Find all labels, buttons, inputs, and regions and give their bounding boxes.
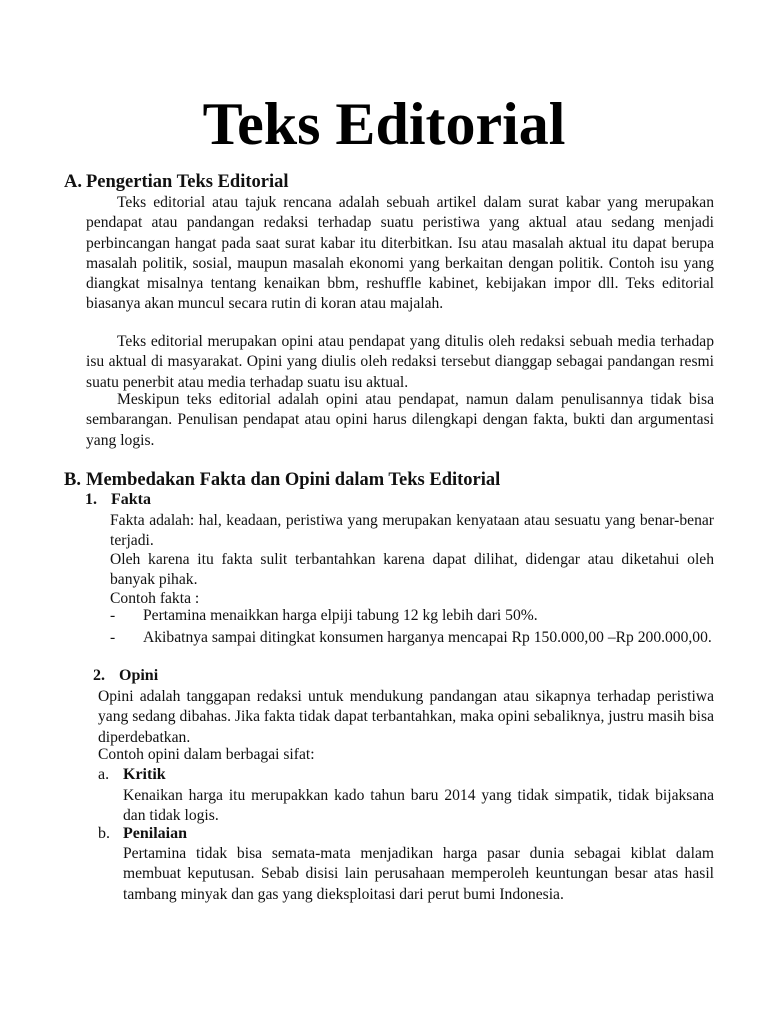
penilaian-text: Pertamina tidak bisa semata-mata menjadikan harga pasar dunia sebagai kiblat dalam membuat keputusan. Sebab disisi lain perusahaan memperoleh keuntungan besar atas hasil tambang minyak dan gas yang dieksploitasi dari perut bumi Indonesia.	[123, 845, 714, 903]
fakta-examples-intro: Contoh fakta :	[110, 590, 200, 607]
section-b-heading	[64, 469, 500, 491]
opini-label: Opini	[119, 667, 159, 684]
fakta-explanation: Oleh karena itu fakta sulit terbantahkan karena dapat dilihat, didengar atau diketahui oleh banyak pihak.	[110, 551, 714, 589]
fakta-definition: Fakta adalah: hal, keadaan, peristiwa yang merupakan kenyataan atau sesuatu yang benar-benar terjadi.	[110, 512, 714, 550]
section-a-paragraph-1: Teks editorial atau tajuk rencana adalah sebuah artikel dalam surat kabar yang merupakan pendapat atau pandangan redaksi terhadap suatu peristiwa yang aktual atau sedang menjadi perbincangan hangat pada saat surat kabar itu diterbitkan. Isu atau masalah aktual itu dapat berupa masalah politik, sosial, maupun masalah ekonomi yang berkaitan dengan politik. Contoh isu yang diangkat misalnya tentang kenaikan bbm, reshuffle kabinet, kebijakan impor dll. Teks editorial biasanya akan muncul secara rutin di koran atau majalah.	[86, 194, 714, 313]
fakta-example-2	[110, 628, 714, 648]
fakta-example-2-text: Akibatnya sampai ditingkat konsumen harganya mencapai Rp 150.000,00 –Rp 200.000,00.	[143, 629, 712, 646]
section-a-title: Pengertian Teks Editorial	[86, 172, 289, 192]
opini-heading	[93, 666, 158, 686]
section-a-paragraph-3: Meskipun teks editorial adalah opini atau pendapat, namun dalam penulisannya tidak bisa sembarangan. Penulisan pendapat atau opini harus dilengkapi dengan fakta, bukti dan argumentasi yang logis.	[86, 391, 714, 449]
fakta-number: 1.	[85, 491, 97, 508]
bullet-dash: -	[110, 607, 116, 624]
document-title: Teks Editorial	[202, 91, 566, 157]
section-a-heading	[64, 171, 289, 193]
fakta-heading	[85, 490, 151, 510]
penilaian-heading	[98, 824, 187, 844]
opini-number: 2.	[93, 667, 105, 684]
penilaian-letter: b.	[98, 825, 110, 842]
fakta-example-1	[110, 606, 714, 626]
penilaian-label: Penilaian	[123, 825, 188, 842]
kritik-label: Kritik	[123, 766, 166, 783]
kritik-text: Kenaikan harga itu merupakkan kado tahun baru 2014 yang tidak simpatik, tidak bijaksana dan tidak logis.	[123, 787, 714, 825]
opini-paragraph: Opini adalah tanggapan redaksi untuk mendukung pandangan atau sikapnya terhadap peristiwa yang sedang dibahas. Jika fakta tidak dapat terbantahkan, maka opini sebaliknya, justru masih bisa diperdebatkan.	[98, 688, 714, 746]
fakta-label: Fakta	[111, 491, 151, 508]
fakta-example-1-text: Pertamina menaikkan harga elpiji tabung 12 kg lebih dari 50%.	[143, 607, 538, 624]
bullet-dash: -	[110, 629, 116, 646]
section-b-title: Membedakan Fakta dan Opini dalam Teks Editorial	[86, 470, 501, 490]
kritik-letter: a.	[98, 766, 110, 783]
opini-examples-intro: Contoh opini dalam berbagai sifat:	[98, 746, 315, 763]
section-b-letter: B.	[64, 470, 81, 490]
section-a-paragraph-2: Teks editorial merupakan opini atau pendapat yang ditulis oleh redaksi sebuah media terhadap isu aktual di masyarakat. Opini yang diulis oleh redaksi tersebut dianggap sebagai pandangan resmi suatu penerbit atau media terhadap suatu isu aktual.	[86, 333, 714, 391]
section-a-letter: A.	[64, 172, 82, 192]
kritik-heading	[98, 765, 166, 785]
